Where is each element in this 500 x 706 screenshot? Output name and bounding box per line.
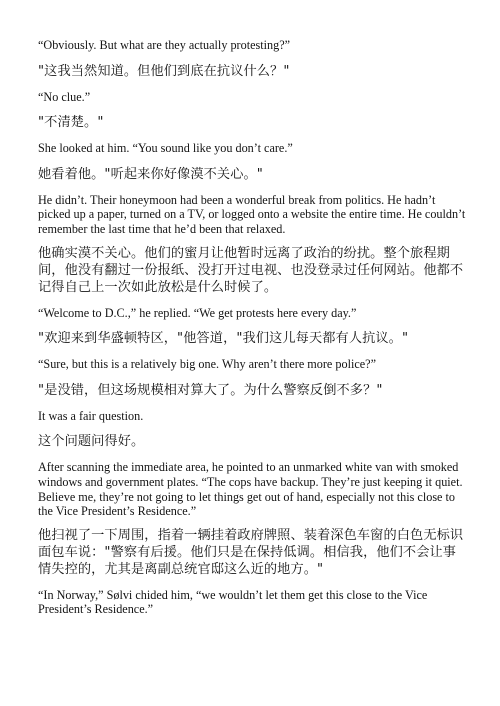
paragraph-en: “Welcome to D.C.,” he replied. “We get protests here every day.”: [38, 305, 357, 320]
paragraph-en: “Sure, but this is a relatively big one. Why aren’t there more police?”: [38, 357, 376, 372]
paragraph-en: She looked at him. “You sound like you don’t care.”: [38, 141, 293, 156]
paragraph-en: “Obviously. But what are they actually protesting?”: [38, 38, 291, 52]
paragraph-en: “No clue.”: [38, 89, 91, 104]
paragraph-en: “In Norway,” Sølvi chided him, “we wouldn’t let them get this close to the Vice President’s Residence.”: [38, 587, 428, 617]
paragraph-zh: 她看着他。"听起来你好像漠不关心。": [38, 166, 263, 182]
paragraph-zh: 他扫视了一下周围，指着一辆挂着政府牌照、装着深色车窗的白色无标识面包车说："警察有后援。他们只是在保持低调。相信我，他们不会让事情失控的，尤其是离副总统官邸这么近的地方。": [38, 527, 464, 577]
paragraph-zh: 这个问题问得好。: [38, 434, 145, 450]
paragraph-en: He didn’t. Their honeymoon had been a wonderful break from politics. He hadn’t picked up a paper, turned on a TV, or logged onto a website the entire time. He couldn’t remember the last time that he’d been that relaxed.: [38, 192, 466, 236]
paragraph-zh: "不清楚。": [38, 115, 104, 131]
paragraph-zh: "欢迎来到华盛顿特区，"他答道，"我们这儿每天都有人抗议。": [38, 331, 409, 347]
document-page: [38, 38, 466, 617]
paragraph-en: After scanning the immediate area, he pointed to an unmarked white van with smoked windows and government plates. “The cops have backup. They’re just keeping it quiet. Believe me, they’re not going to let things get out of hand, especially not this close to the Vice President’s Residence.”: [38, 460, 463, 519]
paragraph-zh: "是没错，但这场规模相对算大了。为什么警察反倒不多？": [38, 382, 383, 398]
paragraph-en: It was a fair question.: [38, 408, 144, 423]
paragraph-zh: 他确实漠不关心。他们的蜜月让他暂时远离了政治的纷扰。整个旅程期间，他没有翻过一份报纸、没打开过电视、也没登录过任何网站。他都不记得自己上一次如此放松是什么时候了。: [38, 245, 464, 295]
paragraph-zh: "这我当然知道。但他们到底在抗议什么？": [38, 63, 290, 79]
